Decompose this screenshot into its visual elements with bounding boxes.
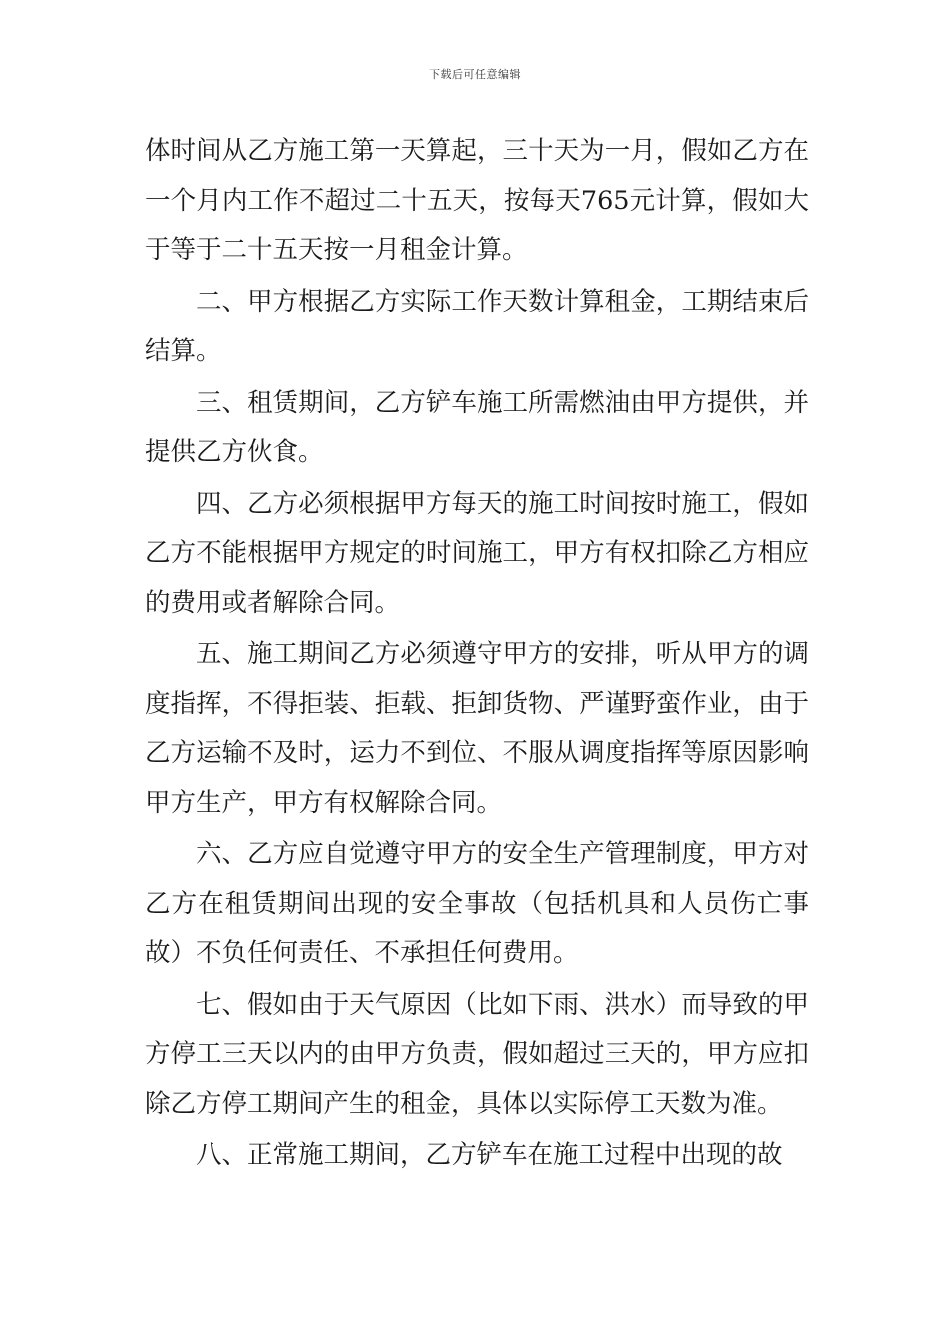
paragraph-clause-2: 二、甲方根据乙方实际工作天数计算租金，工期结束后结算。 — [145, 286, 809, 366]
paragraph-clause-5: 五、施工期间乙方必须遵守甲方的安排，听从甲方的调度指挥，不得拒装、拒载、拒卸货物、严谨野蛮作业，由于乙方运输不及时，运力不到位、不服从调度指挥等原因影响甲方生产，甲方有权解除合同。 — [145, 639, 809, 818]
paragraph-rental-period: 体时间从乙方施工第一天算起，三十天为一月，假如乙方在一个月内工作不超过二十五天，按每天765元计算，假如大于等于二十五天按一月租金计算。 — [145, 136, 809, 265]
paragraph-clause-7: 七、假如由于天气原因（比如下雨、洪水）而导致的甲方停工三天以内的由甲方负责，假如超过三天的，甲方应扣除乙方停工期间产生的租金，具体以实际停工天数为准。 — [145, 989, 809, 1119]
document-body — [145, 127, 809, 1183]
paragraph-clause-3: 三、租赁期间，乙方铲车施工所需燃油由甲方提供，并提供乙方伙食。 — [145, 387, 809, 467]
paragraph-clause-4: 四、乙方必须根据甲方每天的施工时间按时施工，假如乙方不能根据甲方规定的时间施工，甲方有权扣除乙方相应的费用或者解除合同。 — [145, 488, 809, 618]
paragraph-clause-6: 六、乙方应自觉遵守甲方的安全生产管理制度，甲方对乙方在租赁期间出现的安全事故（包括机具和人员伤亡事故）不负任何责任、不承担任何费用。 — [145, 839, 809, 968]
header-note: 下载后可任意编辑 — [429, 68, 521, 81]
paragraph-clause-8: 八、正常施工期间，乙方铲车在施工过程中出现的故 — [196, 1140, 783, 1170]
